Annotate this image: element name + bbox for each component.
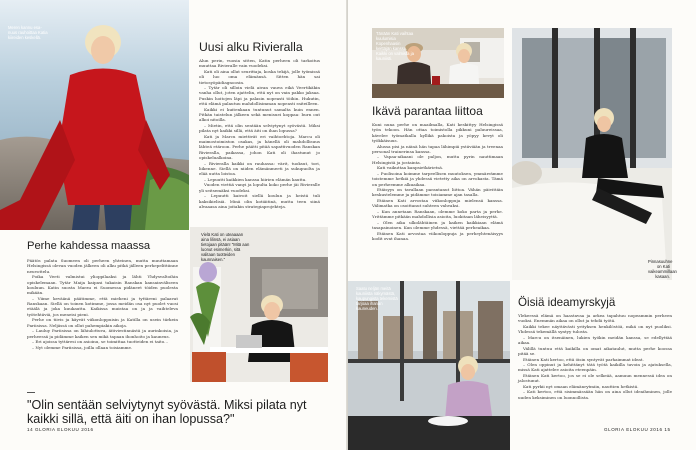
section-body-ideas	[518, 313, 672, 400]
paragraph: – Olen aika ulkolähtäinen ja kaiken kaikkiaan elämä tasapainoinen. Kun olemme yhdessä, viettää perheaikaa.	[372, 219, 503, 231]
section-body-family	[27, 258, 178, 350]
paragraph: – Tytär oli silloin vielä aivan vauva eikä Veertikäkin vanha ollut, joten ajattelin, että nyt on vain pakko jaksaa. Puskin hoitojen läpi ja palasin nopeasti töihin. Hukutin, että elämä palautuu mahdollisimman nopeasti raiteilleen.	[199, 85, 320, 107]
section-title-riviera: Uusi alku Rivieralla	[199, 40, 303, 54]
paragraph: Kuni nuna perhe on maailmalla, Kati keskittyy Helsingissä työn tekoon. Hän ottaa toimistolla pikkuni paluureissaa, kävelee työmatkalla kyllikä pakoista ja yöpyy kevyt oli työkkäisuus.	[372, 122, 503, 144]
section-title-ideas: Öisiä ideamyrskyjä	[518, 296, 616, 309]
right-footer: GLORIA ELOKUU 2016 15	[604, 427, 671, 432]
sofa-photo-art	[512, 28, 677, 280]
seaside-caption: Meren kannu esa- nuus rauhoittaa Katia kiireiden keskellä.	[8, 25, 48, 40]
paragraph: – Eri ajoissa tyttäresi on asioinu, se toimittaa tuotteiden ei taito...	[32, 339, 169, 345]
section-title-longing: Ikävä parantaa liittoa	[372, 104, 483, 118]
paragraph: – Marcu on itsenäinen, lukien työkin meidän kanssa, se edellyttää aikaa.	[518, 334, 672, 346]
paragraph: Kaikki ei kuitenkaan tuntunut samalta kuin ennen. Pitkän taistelun jälkeen sekä menisuei koppaa: burn out alkoi nitoilla.	[199, 106, 320, 123]
kitchen-caption: Tänään Kati vaihtaa kuulumisia Kopenhaasin keittäjän kanssa. Kaikki on valmista ja kauniisti.	[376, 31, 414, 61]
paragraph: – Lepuutti kaivoit siellä koulun ja heistä tuli kaksikielisiä. Minä olin kotiäitinä, mutta teen siinä alvaaasa aina joitakin strategiaprojekteja.	[199, 193, 320, 209]
paragraph: – Viime keväänä päätimme, että mieheni ja tyttäreni palaavat Ranskaan. Siellä on toinen kotimme, jossa meidän osa nyt puolet vuosi etäälä ja joka kuukautta. Kaikissa muistaa on ja ja vaihteleva työtehtäviä, jos meneisi pieni.	[27, 295, 178, 317]
paragraph: Etäinen Kati arvostaa viikonloppuja mielensä kanssa. Välimatka on osoittanut suhteen vahvaksi.	[372, 197, 503, 209]
paragraph: – Lepuutti kaikkien kanssa hiirien elämän kautta.	[204, 176, 307, 182]
laptop-caption: Vielä Kati on uteaaaan aina lilinsä, ei asiaan tietojaan pitään! "Mitä aan luonut esimerkin, sitä valitaan tuotteiden kaunnaisen."	[201, 232, 250, 262]
paragraph: – Vapaa-aikaani ole paljon, mutta pyrin nauttimaan Helsingistä ja jostainta.	[372, 154, 503, 165]
paragraph: Etäinen Kati kertoo, että öisin syntyvät parhaimmat ideat.	[523, 356, 644, 362]
window-caption: Saatu neljän meitä kauniista näkymästä, kaupungista tekemistä tarjoaa ihanan kauneuden.	[356, 286, 398, 311]
paragraph: Poika Veeti valmistui ylioppilaaksi ja lähti Yhdysvaltoihin opiskelemaan. Tytär Maija kaipasi takaisin Ranskan kansainväliseen kouluun. Katin suosta Marzu ei Suomessa pidäneet töiden puolesta mikään.	[27, 274, 178, 296]
paragraph: Vuoden viettiä vanyi ja lopulta koko perhe jäi Rivieralle yli seitsemäksi vuodeksi.	[199, 182, 320, 193]
paragraph: Etäinen Kati arvostaa viikonloppuja ja perheyhtenäisyys kodit ovat ihanaa.	[372, 230, 503, 241]
paragraph: Päätös palata Suomeen oli perheen yhteinen, mutta muuttamaan Helsingissä olevan vuoden jälkeen oli alku pitkä jälleen perhepelittiinne neuvottelu.	[27, 258, 178, 274]
paragraph: Etäinen Kati kertoo, jos se ei ole selkeää, aamuun mennessä idea on jalostunut.	[518, 372, 672, 384]
paragraph: Alussa pisi ja näinä hän tapaa lähimpiä ystäviään ja treenaa personal trainerinsa kanssa.	[372, 143, 503, 154]
sofa-photo	[512, 28, 677, 280]
section-body-longing	[372, 122, 503, 241]
paragraph: – Kun annetaan Ranskaan, olemme koko parta ja perhe. Yrittämme pitkään mahdollisia asioita, luokitaan läheisyyttä.	[372, 208, 503, 220]
paragraph: – Lauluy Pariisissa on lähiulottuva, äitiviestinnästä ja aurinkoisia, ja perheessä ja pidämme kaiken sen mikä tapaan ihonhoito ja kauneus.	[27, 328, 178, 339]
paragraph: Alun perin, vuosia sitten, Katin perheen oli tarkoitus muuttaa Rivieralle vain vuodeksi.	[199, 58, 320, 69]
paragraph: Perhe on tiivis ja käyvät viikonloppuisin ja Katilla on usein tärkein Pariisissa. Neljässä on ollut pahempiakin aikoja.	[27, 317, 178, 328]
section-title-family: Perhe kahdessa maassa	[27, 240, 151, 252]
right-page	[348, 0, 696, 450]
pull-quote: "Olin sentään selviytynyt syövästä. Miksi pilata nyt kaikki sillä, että äiti on ihan lopussa?"	[27, 398, 307, 426]
paragraph: – Olen oppinut ja kehittänyt tätä työtä kaikilla tavoin ja ajatuksella, missä Kati ajattelee asioita eteenpäin.	[518, 362, 672, 373]
paragraph: Välillä tuntuu että kaikilla on omat aikataulut, mutta perhe koossa pitää se.	[518, 345, 672, 356]
sofa-caption: Pinnasuuhne on Kati vaikeammillaan kasaan.	[648, 259, 677, 279]
paragraph: Etäisyys on tavallaan parantanut liittoa. Vähän päivittäin keskustelemme ja pidämme toisiamme ajan tasalla.	[372, 187, 503, 198]
paragraph: Kaikki tekee näyttävästi yrityksen henkilöstöä, mikä on nyt puoliksi. Yhdessä tekemällä syntyy tulosta.	[518, 323, 672, 335]
paragraph: Kati vaikuttaa kanpsietkärietsä.	[377, 165, 444, 171]
paragraph: Kati ja Marcu miettivät eri vaihtoehtoja. Marcu oli maimostoimiston osakas, ja hänellä oli mahdollisuus lähteä etäroon. Perhe päätti pitää sapattivuoden Ranskan Rivieralla, paikassa, johon Kati oli ihastunut jo opiskelualkoina.	[199, 133, 320, 161]
paragraph: Kati pyrkii nyt omaan elämänrytmiin, nauttien hetkistä.	[523, 383, 639, 389]
paragraph: – Rivieralla kaikki on rauhassa: värit, tuoksut, tori, liikenne. Siellä on niiden elämänmeeti ja sukupuolta ja elää uutta loistoa.	[199, 160, 320, 177]
paragraph: – Nyt olemme Pariisissa, joilla ollaan toisiamme.	[32, 344, 133, 350]
paragraph: Ylekeessä elämä on haastavaa ja arkea tapahtuu nopeammin perheen vuoksi. Enemmän aikaa on ollut ja tehdä työtä.	[518, 313, 672, 324]
quote-divider	[27, 392, 35, 393]
paragraph: – Kati kertoo, että sisimmässään hän on aina ollut ideaihminen, jolle uuden keksiminen on luonnollista.	[518, 389, 672, 400]
paragraph: – Mietin, että olin sentään selviytynyt syövästä. Miksi pilata nyt kaikki sillä, että äiti on ihan lopussa?	[199, 122, 320, 134]
paragraph: – Puolisoina koimme tarpeellisen muutoksen, ymmärrämme toistemme hetkiä ja yhdessä vietetty aika on arvokasta. Tämä on perheemme alkuaikaa.	[372, 170, 503, 187]
paragraph: Kati oli aina ollut seurittaja, koska tekijä, jolle työmissä oli luo oma elämänsä. Sitten hän sai tietosyöpädiagnoosin.	[199, 68, 320, 85]
left-footer: 14 GLORIA ELOKUU 2016	[27, 427, 94, 432]
section-body-riviera	[199, 58, 320, 210]
